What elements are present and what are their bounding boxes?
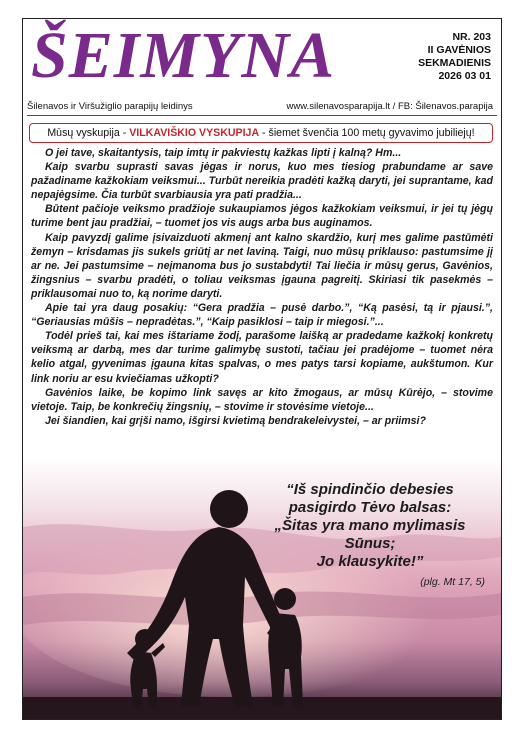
issue-occasion-line2: SEKMADIENIS: [418, 57, 491, 69]
article-paragraph: Todėl prieš tai, kai mes ištariame žodį, parašome laišką ar pradedame kažkokį konkretų veiksmą ar darbą, mes dar turime galimybę sustoti, tačiau jei pradėjome – tuomet nėra kelio atgal, gyvenimas įgauna kitas spalvas, o mes patys tarsi kopiame, aukštumon. Kur link noriu ar esu kviečiamas užkopti?: [31, 330, 493, 385]
scripture-quote: [255, 481, 485, 591]
issue-occasion-line1: II GAVĖNIOS: [427, 44, 491, 56]
issue-info: [418, 31, 491, 83]
article-paragraph: O jei tave, skaitantysis, taip imtų ir pakviestų kažkas lipti į kalną? Hm...: [45, 147, 402, 159]
article-paragraph: Kaip svarbu suprasti savas jėgas ir norus, kuo mes tiesiog prabundame ar save pažadiname kažkokiam veiksmui... Turbūt nereikia pradėti kažką daryti, jei suprantame, kad nepajėgsime. Čia turbūt svarbiausia yra pati pradžia...: [31, 161, 493, 202]
publisher-subtitle: Šilenavos ir Viršužiglio parapijų leidinys: [27, 101, 193, 112]
issue-date: 2026 03 01: [438, 70, 491, 82]
quote-line: „Šitas yra mano mylimasis Sūnus;: [274, 517, 466, 552]
article-paragraph: Būtent pačioje veiksmo pradžioje sukaupiamos jėgos kažkokiam veiksmui, ir jei tų jėgų turime bent jau pradžiai, – tuomet jos vis augs arba bus auginamos.: [31, 203, 493, 230]
article-body: [31, 146, 493, 428]
banner-suffix: - šiemet švenčia 100 metų gyvavimo jubiliejų!: [259, 127, 475, 139]
newsletter-page: [22, 18, 502, 720]
issue-number: NR. 203: [452, 31, 491, 43]
quote-reference: (plg. Mt 17, 5): [420, 576, 485, 588]
diocese-banner: [29, 123, 493, 143]
quote-line: Jo klausykite!”: [316, 553, 424, 570]
article-paragraph: Gavėnios laike, be kopimo link savęs ar kito žmogaus, ar mūsų Kūrėjo, – stovime vietoje. Taip, be konkrečių žingsnių, – stovime ir stovėsime vietoje...: [31, 386, 493, 413]
article-paragraph: Jei šiandien, kai grįši namo, išgirsi kvietimą bendrakeleivystei, – ar priimsi?: [45, 414, 426, 427]
quote-line: pasigirdo Tėvo balsas:: [288, 499, 452, 516]
article-paragraph: Kaip pavyzdį galime įsivaizduoti akmenį ant kalno skardžio, kurį mes galime pastūmėti žemyn – krisdamas jis sukels griūtį ar net laviną. Taigi, nuo mūsų priklauso: pastumsime jį ar ne. Jei pastumsime – neįmanoma bus jo sustabdyti! Tai liečia ir mūsų gerus, Gavėnios, žingsnius – svarbu pradėti, o toliau veiksmas įgauna pagreitį. Skiriasi tik pasekmės – priklausomai nuo to, ką norime daryti.: [31, 231, 493, 300]
website-links[interactable]: www.silenavosparapija.lt / FB: Šilenavos.parapija: [286, 101, 493, 112]
banner-prefix: Mūsų vyskupija -: [47, 127, 130, 139]
quote-line: “Iš spindinčio debesies: [286, 481, 454, 498]
banner-highlight: VILKAVIŠKIO VYSKUPIJA: [129, 127, 260, 139]
masthead-divider: [27, 115, 497, 116]
article-paragraph: Apie tai yra daug posakių: “Gera pradžia – pusė darbo.”, “Ką pasėsi, tą ir pjausi.”, “Geriausias mūšis – nepradėtas.”, “Kaip pasiklosi – taip ir miegosi.”...: [31, 302, 493, 329]
newsletter-title: ŠEIMYNA: [31, 19, 336, 92]
masthead: [23, 19, 501, 112]
